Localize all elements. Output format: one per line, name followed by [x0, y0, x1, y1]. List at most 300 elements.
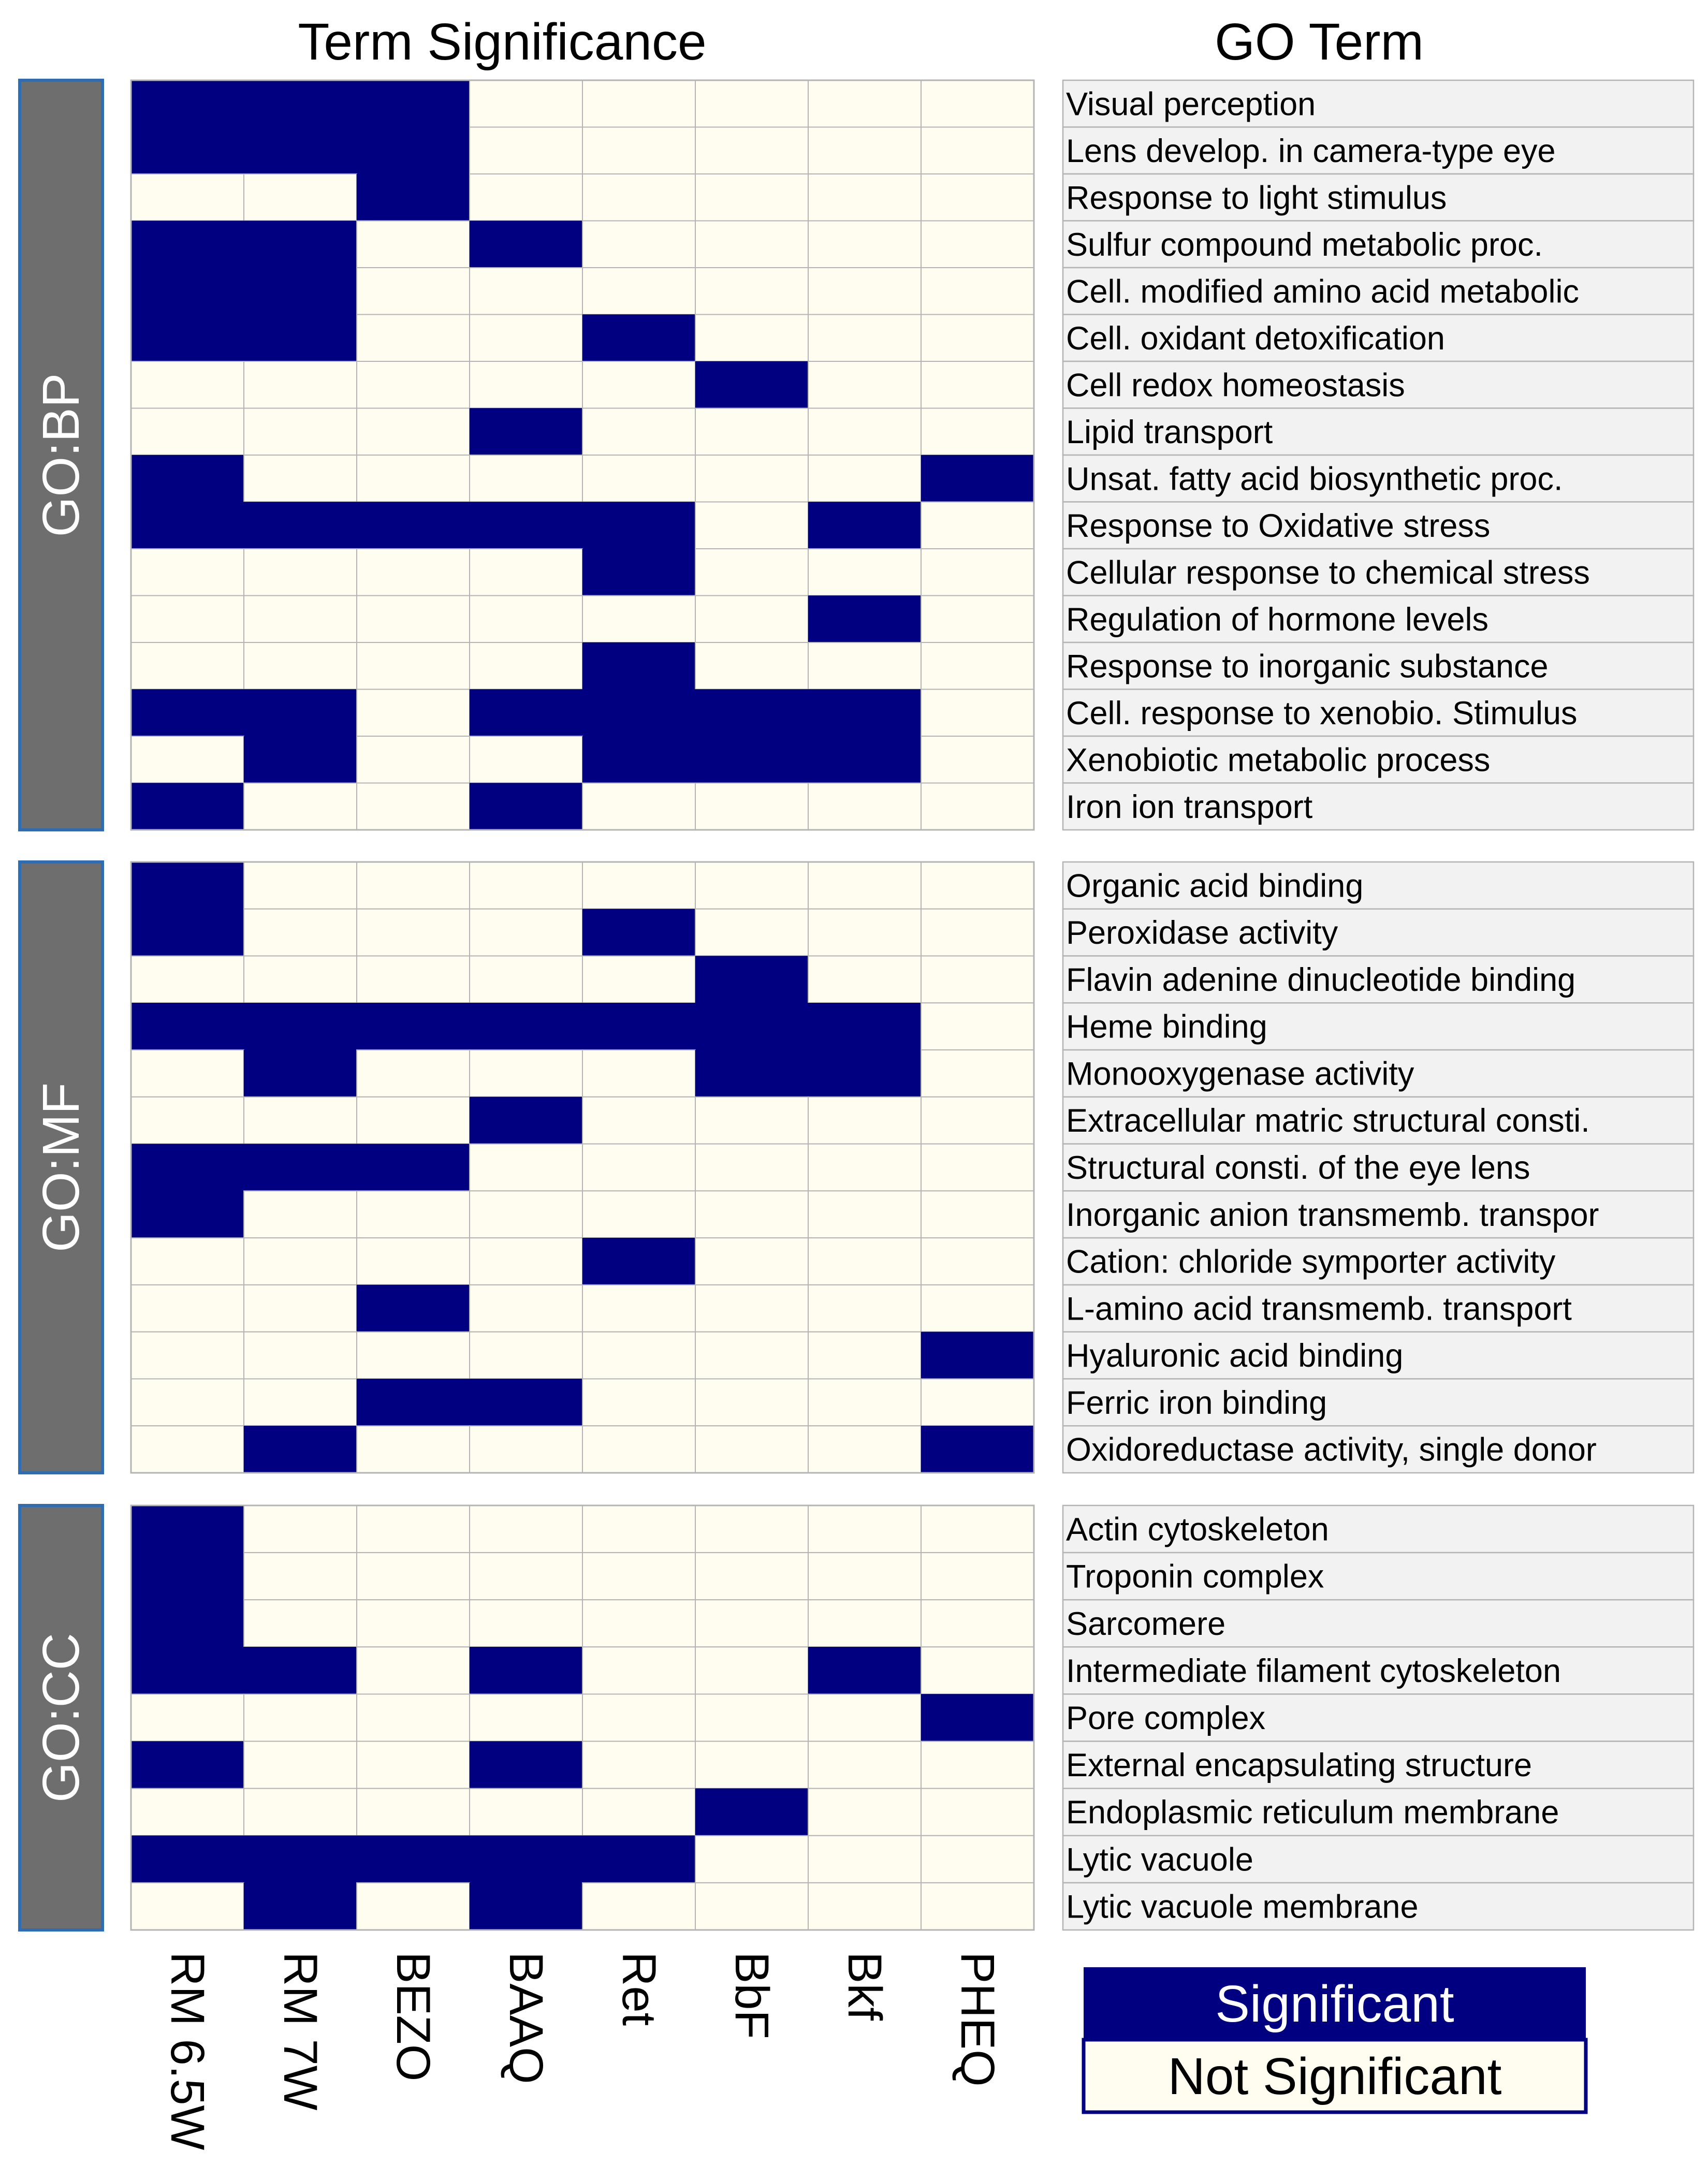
heatmap-cell	[808, 1144, 921, 1191]
heatmap-cell	[695, 1836, 808, 1883]
heatmap-cell	[582, 690, 695, 737]
heatmap-cell	[131, 1883, 244, 1930]
heatmap-cell	[921, 1789, 1034, 1836]
go-term-label: Flavin adenine dinucleotide binding	[1066, 961, 1576, 998]
heatmap-cell	[470, 862, 582, 909]
heatmap-cell	[695, 956, 808, 1003]
heatmap-cell	[695, 1144, 808, 1191]
column-labels	[161, 1952, 1004, 2150]
heatmap-cell	[695, 1050, 808, 1097]
heatmap-cell	[808, 1789, 921, 1836]
heatmap-cell	[131, 1191, 244, 1238]
heatmap-cell	[808, 1600, 921, 1647]
go-term-label: Cell. modified amino acid metabolic	[1066, 273, 1579, 310]
heatmap-cell	[808, 1332, 921, 1379]
heatmap-cell	[357, 1332, 470, 1379]
heatmap-cell	[808, 736, 921, 783]
heatmap-cell	[582, 408, 695, 456]
column-label: Ret	[612, 1952, 665, 2026]
go-term-label: Cell. oxidant detoxification	[1066, 320, 1445, 357]
heatmap-cell	[808, 1003, 921, 1050]
heatmap-cell	[244, 1003, 357, 1050]
go-term-label: Heme binding	[1066, 1008, 1267, 1045]
go-term-label: Troponin complex	[1066, 1558, 1324, 1595]
heatmap-cell	[470, 1379, 582, 1426]
heatmap-cell	[244, 642, 357, 690]
heatmap-cell	[244, 268, 357, 315]
heatmap-cell	[808, 1694, 921, 1741]
heatmap-cell	[357, 221, 470, 268]
heatmap-cell	[131, 596, 244, 643]
heatmap-cell	[131, 909, 244, 956]
heatmap-cell	[695, 408, 808, 456]
heatmap-cell	[695, 127, 808, 174]
heatmap-cell	[470, 127, 582, 174]
heatmap-cell	[921, 455, 1034, 502]
heatmap-cell	[244, 690, 357, 737]
heatmap-cell	[582, 549, 695, 596]
heatmap-cell	[808, 502, 921, 549]
heatmap-cell	[244, 80, 357, 127]
heatmap-cell	[582, 1600, 695, 1647]
heatmap-cell	[582, 1883, 695, 1930]
go-term-label: Lipid transport	[1066, 414, 1273, 450]
heatmap-cell	[921, 1050, 1034, 1097]
heatmap-cell	[695, 596, 808, 643]
heatmap-cell	[357, 315, 470, 362]
heatmap-cell	[808, 1238, 921, 1285]
heatmap-cell	[357, 1379, 470, 1426]
heatmap-cell	[244, 408, 357, 456]
heatmap-cell	[244, 221, 357, 268]
heatmap-cell	[921, 862, 1034, 909]
heatmap-cell	[244, 1332, 357, 1379]
go-term-label: Hyaluronic acid binding	[1066, 1338, 1404, 1374]
heatmap-cell	[921, 1285, 1034, 1332]
heatmap-cell	[582, 1097, 695, 1144]
column-label: Bkf	[838, 1952, 891, 2021]
heatmap-cell	[921, 1505, 1034, 1553]
heatmap-cell	[244, 1426, 357, 1473]
heatmap-cell	[357, 1426, 470, 1473]
heatmap-cell	[470, 268, 582, 315]
heatmap-cell	[695, 862, 808, 909]
heatmap-cell	[921, 315, 1034, 362]
heatmap-cell	[470, 455, 582, 502]
go-term-label: Cell redox homeostasis	[1066, 367, 1405, 404]
heatmap-cell	[357, 690, 470, 737]
heatmap-cell	[582, 909, 695, 956]
heatmap-cell	[582, 1379, 695, 1426]
go-term-title: GO Term	[1215, 13, 1424, 71]
heatmap-cell	[921, 909, 1034, 956]
heatmap-cell	[131, 127, 244, 174]
heatmap-cell	[582, 174, 695, 221]
heatmap-cell	[808, 1647, 921, 1694]
heatmap-cell	[921, 408, 1034, 456]
heatmap-cell	[808, 315, 921, 362]
heatmap-cell	[244, 174, 357, 221]
heatmap-cell	[244, 502, 357, 549]
heatmap-cell	[131, 1332, 244, 1379]
heatmap-cell	[921, 1600, 1034, 1647]
column-label: BAAQ	[500, 1952, 552, 2084]
heatmap-cell	[470, 221, 582, 268]
heatmap-cell	[695, 690, 808, 737]
heatmap-cell	[244, 736, 357, 783]
heatmap-cell	[357, 361, 470, 408]
column-label: BEZO	[387, 1952, 440, 2082]
heatmap-cell	[808, 1742, 921, 1789]
heatmap-cell	[244, 956, 357, 1003]
heatmap-cell	[582, 1050, 695, 1097]
heatmap-cell	[244, 315, 357, 362]
go-term-label: Response to light stimulus	[1066, 180, 1447, 216]
go-term-label: Iron ion transport	[1066, 788, 1313, 825]
heatmap-cell	[921, 221, 1034, 268]
heatmap-cell	[244, 127, 357, 174]
heatmap-cell	[357, 1191, 470, 1238]
heatmap-cell	[582, 1426, 695, 1473]
heatmap-cell	[244, 1505, 357, 1553]
go-term-label: Cellular response to chemical stress	[1066, 554, 1590, 591]
go-term-label: Monooxygenase activity	[1066, 1056, 1414, 1092]
go-term-label: Structural consti. of the eye lens	[1066, 1150, 1530, 1186]
heatmap-cell	[470, 736, 582, 783]
heatmap-cell	[470, 1553, 582, 1600]
heatmap-cell	[244, 909, 357, 956]
heatmap-cell	[808, 408, 921, 456]
heatmap-cell	[357, 642, 470, 690]
heatmap-cell	[357, 268, 470, 315]
heatmap-cell	[244, 1836, 357, 1883]
heatmap-cell	[357, 1238, 470, 1285]
heatmap-cell	[582, 221, 695, 268]
heatmap-cell	[921, 1694, 1034, 1741]
heatmap-cell	[470, 1505, 582, 1553]
panels-group	[20, 80, 1694, 1930]
heatmap-cell	[582, 268, 695, 315]
heatmap-cell	[131, 268, 244, 315]
heatmap-cell	[357, 1742, 470, 1789]
go-term-label: Oxidoreductase activity, single donor	[1066, 1431, 1597, 1468]
heatmap-cell	[808, 956, 921, 1003]
heatmap-cell	[695, 909, 808, 956]
go-term-label: Endoplasmic reticulum membrane	[1066, 1794, 1559, 1831]
legend	[1084, 1967, 1586, 2112]
heatmap-cell	[582, 315, 695, 362]
heatmap-cell	[695, 1238, 808, 1285]
heatmap-cell	[131, 502, 244, 549]
heatmap-cell	[244, 1789, 357, 1836]
heatmap-cell	[921, 690, 1034, 737]
heatmap-cell	[470, 1097, 582, 1144]
heatmap-cell	[921, 80, 1034, 127]
heatmap-cell	[695, 268, 808, 315]
heatmap-cell	[695, 783, 808, 830]
go-term-label: Inorganic anion transmemb. transpor	[1066, 1196, 1599, 1233]
go-term-label: Lytic vacuole	[1066, 1841, 1253, 1878]
heatmap-cell	[357, 1694, 470, 1741]
panel-go-cc	[20, 1505, 1694, 1930]
heatmap-cell	[357, 1285, 470, 1332]
heatmap-cell	[470, 174, 582, 221]
heatmap-cell	[244, 1553, 357, 1600]
heatmap-cell	[131, 1285, 244, 1332]
go-term-label: Intermediate filament cytoskeleton	[1066, 1652, 1561, 1689]
column-label: RM 6.5W	[161, 1952, 214, 2150]
go-term-label: Actin cytoskeleton	[1066, 1511, 1329, 1548]
heatmap-cell	[470, 80, 582, 127]
heatmap-cell	[808, 80, 921, 127]
heatmap-cell	[582, 1694, 695, 1741]
legend-significant-label: Significant	[1215, 1975, 1454, 2033]
heatmap-cell	[244, 1600, 357, 1647]
go-term-label: Lytic vacuole membrane	[1066, 1889, 1419, 1925]
heatmap-cell	[131, 315, 244, 362]
heatmap-cell	[357, 956, 470, 1003]
heatmap-cell	[357, 549, 470, 596]
heatmap-cell	[357, 1553, 470, 1600]
heatmap-cell	[244, 549, 357, 596]
heatmap-cell	[808, 1097, 921, 1144]
heatmap-cell	[244, 1097, 357, 1144]
heatmap-cell	[808, 862, 921, 909]
heatmap-cell	[244, 361, 357, 408]
heatmap-cell	[695, 315, 808, 362]
heatmap-cell	[470, 783, 582, 830]
heatmap-cell	[695, 455, 808, 502]
heatmap-cell	[470, 642, 582, 690]
heatmap-cell	[470, 1836, 582, 1883]
term-significance-title: Term Significance	[298, 13, 707, 71]
heatmap-cell	[357, 174, 470, 221]
heatmap-cell	[470, 315, 582, 362]
heatmap-cell	[582, 596, 695, 643]
heatmap-cell	[582, 1191, 695, 1238]
legend-not-significant-label: Not Significant	[1167, 2047, 1502, 2105]
heatmap-cell	[921, 596, 1034, 643]
heatmap-cell	[470, 1144, 582, 1191]
heatmap-cell	[131, 1505, 244, 1553]
heatmap-cell	[921, 783, 1034, 830]
heatmap-cell	[808, 361, 921, 408]
panel-label: GO:CC	[32, 1633, 90, 1803]
heatmap-cell	[131, 361, 244, 408]
heatmap-cell	[695, 1379, 808, 1426]
column-label: RM 7W	[274, 1952, 327, 2111]
column-label: BbF	[725, 1952, 778, 2039]
heatmap-cell	[921, 1003, 1034, 1050]
heatmap-cell	[470, 1883, 582, 1930]
heatmap-cell	[921, 1647, 1034, 1694]
heatmap-cell	[921, 361, 1034, 408]
heatmap-cell	[131, 1238, 244, 1285]
heatmap-cell	[808, 783, 921, 830]
heatmap-cell	[470, 502, 582, 549]
heatmap-cell	[582, 455, 695, 502]
heatmap-cell	[131, 549, 244, 596]
heatmap-cell	[244, 1883, 357, 1930]
heatmap-cell	[244, 596, 357, 643]
heatmap-cell	[921, 1097, 1034, 1144]
heatmap-cell	[131, 642, 244, 690]
heatmap-cell	[357, 736, 470, 783]
heatmap-cell	[921, 736, 1034, 783]
heatmap-cell	[695, 1647, 808, 1694]
heatmap-cell	[582, 862, 695, 909]
heatmap-cell	[470, 909, 582, 956]
heatmap-cell	[131, 221, 244, 268]
heatmap-cell	[582, 1742, 695, 1789]
heatmap-cell	[131, 80, 244, 127]
heatmap-cell	[470, 1332, 582, 1379]
heatmap-cell	[808, 1505, 921, 1553]
heatmap-cell	[357, 1600, 470, 1647]
heatmap-cell	[131, 1694, 244, 1741]
heatmap-cell	[921, 549, 1034, 596]
heatmap-cell	[582, 1553, 695, 1600]
heatmap-cell	[695, 1285, 808, 1332]
heatmap-cell	[357, 1883, 470, 1930]
heatmap-cell	[808, 1836, 921, 1883]
heatmap-cell	[695, 174, 808, 221]
heatmap-cell	[244, 783, 357, 830]
heatmap-cell	[582, 1003, 695, 1050]
heatmap-cell	[582, 361, 695, 408]
go-term-label: Cell. response to xenobio. Stimulus	[1066, 695, 1578, 731]
go-term-label: Visual perception	[1066, 86, 1316, 123]
heatmap-cell	[808, 268, 921, 315]
heatmap-cell	[131, 956, 244, 1003]
heatmap-cell	[357, 862, 470, 909]
heatmap-cell	[921, 1144, 1034, 1191]
heatmap-cell	[470, 1003, 582, 1050]
panel-go-bp	[20, 80, 1694, 830]
go-term-label: Sulfur compound metabolic proc.	[1066, 226, 1543, 263]
go-term-label: Lens develop. in camera-type eye	[1066, 133, 1556, 169]
heatmap-cell	[470, 596, 582, 643]
heatmap-cell	[695, 1191, 808, 1238]
heatmap-cell	[131, 1836, 244, 1883]
heatmap-cell	[582, 1238, 695, 1285]
heatmap-cell	[808, 1883, 921, 1930]
heatmap-cell	[131, 408, 244, 456]
heatmap-cell	[582, 1144, 695, 1191]
heatmap-cell	[695, 1332, 808, 1379]
go-term-label: Organic acid binding	[1066, 868, 1364, 904]
heatmap-cell	[357, 1505, 470, 1553]
heatmap-cell	[921, 127, 1034, 174]
heatmap-cell	[921, 1553, 1034, 1600]
heatmap-cell	[582, 956, 695, 1003]
heatmap-cell	[470, 1238, 582, 1285]
heatmap-cell	[357, 1836, 470, 1883]
heatmap-cell	[695, 502, 808, 549]
go-term-label: Response to inorganic substance	[1066, 648, 1549, 685]
heatmap-cell	[244, 1742, 357, 1789]
heatmap-cell	[808, 690, 921, 737]
go-term-label: Cation: chloride symporter activity	[1066, 1243, 1556, 1280]
heatmap-cell	[921, 956, 1034, 1003]
heatmap-cell	[695, 361, 808, 408]
heatmap-cell	[357, 783, 470, 830]
heatmap-cell	[470, 1694, 582, 1741]
heatmap-cell	[131, 174, 244, 221]
go-term-label: Unsat. fatty acid biosynthetic proc.	[1066, 461, 1563, 498]
heatmap-cell	[131, 1553, 244, 1600]
heatmap-cell	[131, 690, 244, 737]
go-term-label: Xenobiotic metabolic process	[1066, 742, 1491, 779]
heatmap-cell	[244, 1050, 357, 1097]
heatmap-cell	[470, 956, 582, 1003]
heatmap-cell	[357, 455, 470, 502]
heatmap-cell	[808, 1553, 921, 1600]
heatmap-cell	[921, 268, 1034, 315]
panel-go-mf	[20, 862, 1694, 1473]
heatmap-cell	[582, 80, 695, 127]
heatmap-cell	[921, 1742, 1034, 1789]
heatmap-cell	[695, 1883, 808, 1930]
column-label: PHEQ	[951, 1952, 1004, 2087]
go-term-label: Response to Oxidative stress	[1066, 507, 1491, 544]
heatmap-cell	[244, 1647, 357, 1694]
heatmap-cell	[808, 596, 921, 643]
heatmap-cell	[695, 1742, 808, 1789]
heatmap-cell	[582, 1836, 695, 1883]
heatmap-cell	[244, 1144, 357, 1191]
heatmap-cell	[357, 596, 470, 643]
heatmap-cell	[244, 1285, 357, 1332]
heatmap-cell	[470, 690, 582, 737]
heatmap-cell	[695, 1694, 808, 1741]
heatmap-cell	[808, 127, 921, 174]
heatmap-cell	[470, 1285, 582, 1332]
heatmap-cell	[808, 455, 921, 502]
go-term-label: Ferric iron binding	[1066, 1384, 1327, 1421]
heatmap-cell	[582, 1505, 695, 1553]
heatmap-cell	[357, 1050, 470, 1097]
panel-label: GO:BP	[32, 373, 90, 537]
heatmap-cell	[357, 1144, 470, 1191]
heatmap-cell	[357, 127, 470, 174]
go-term-label: L-amino acid transmemb. transport	[1066, 1291, 1572, 1327]
heatmap-cell	[695, 1789, 808, 1836]
heatmap-cell	[695, 1097, 808, 1144]
heatmap-cell	[582, 1332, 695, 1379]
go-term-label: Peroxidase activity	[1066, 915, 1338, 952]
heatmap-cell	[244, 862, 357, 909]
heatmap-cell	[808, 1050, 921, 1097]
heatmap-cell	[470, 1050, 582, 1097]
heatmap-cell	[921, 1379, 1034, 1426]
heatmap-cell	[131, 1003, 244, 1050]
heatmap-cell	[921, 1238, 1034, 1285]
heatmap-cell	[921, 502, 1034, 549]
heatmap-cell	[695, 642, 808, 690]
heatmap-cell	[582, 1285, 695, 1332]
heatmap-cell	[808, 909, 921, 956]
heatmap-cell	[357, 408, 470, 456]
heatmap-cell	[808, 642, 921, 690]
panel-label: GO:MF	[32, 1082, 90, 1252]
heatmap-cell	[131, 783, 244, 830]
heatmap-cell	[470, 1647, 582, 1694]
heatmap-cell	[357, 502, 470, 549]
heatmap-cell	[808, 1191, 921, 1238]
heatmap-cell	[921, 1191, 1034, 1238]
heatmap-cell	[131, 1647, 244, 1694]
